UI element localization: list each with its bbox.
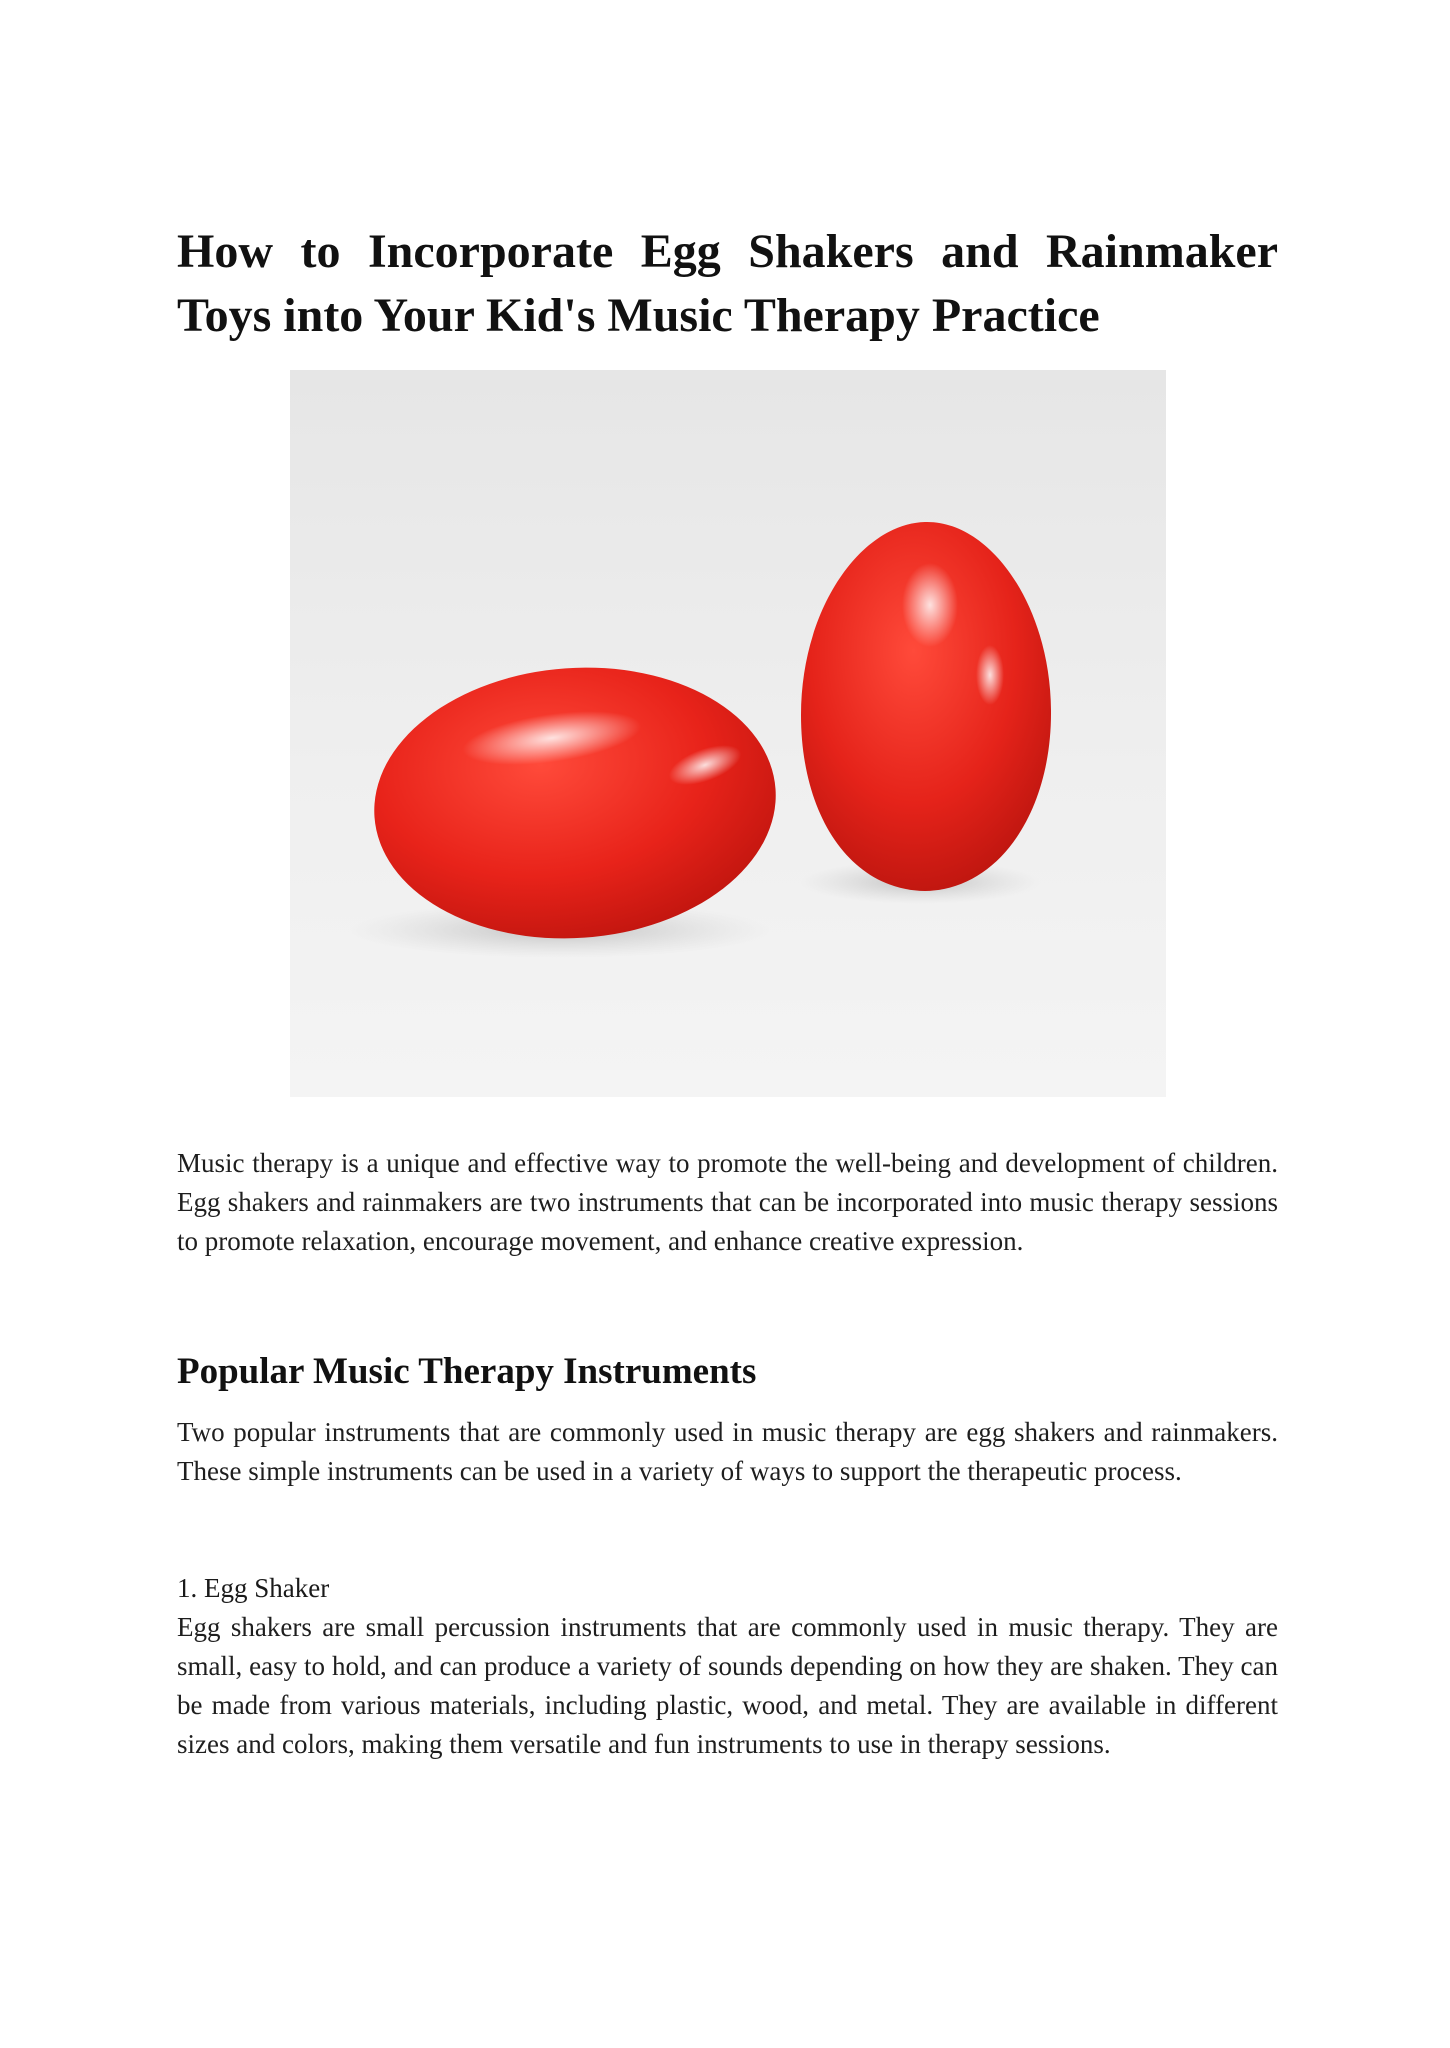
article-title: How to Incorporate Egg Shakers and Rainmaker Toys into Your Kid's Music Therapy Practice [177,225,1278,342]
document-page [177,220,1278,1759]
list-item-title: 1. Egg Shaker [177,1573,330,1603]
section-heading: Popular Music Therapy Instruments [177,1351,757,1392]
egg-shakers-photo [290,370,1166,1097]
egg-shakers-illustration [290,370,1166,1097]
section-paragraph: Two popular instruments that are commonly used in music therapy are egg shakers and rainmakers. These simple instruments can be used in a variety of ways to support the therapeutic process. [177,1417,1278,1486]
intro-paragraph: Music therapy is a unique and effective way to promote the well-being and development of children. Egg shakers and rainmakers are two instruments that can be incorporated into music therapy sessions to promote relaxation, encourage movement, and enhance creative expression. [177,1148,1278,1256]
list-item-paragraph: Egg shakers are small percussion instruments that are commonly used in music therapy. They are small, easy to hold, and can produce a variety of sounds depending on how they are shaken. They can be made from various materials, including plastic, wood, and metal. They are available in different sizes and colors, making them versatile and fun instruments to use in therapy sessions. [177,1612,1278,1759]
